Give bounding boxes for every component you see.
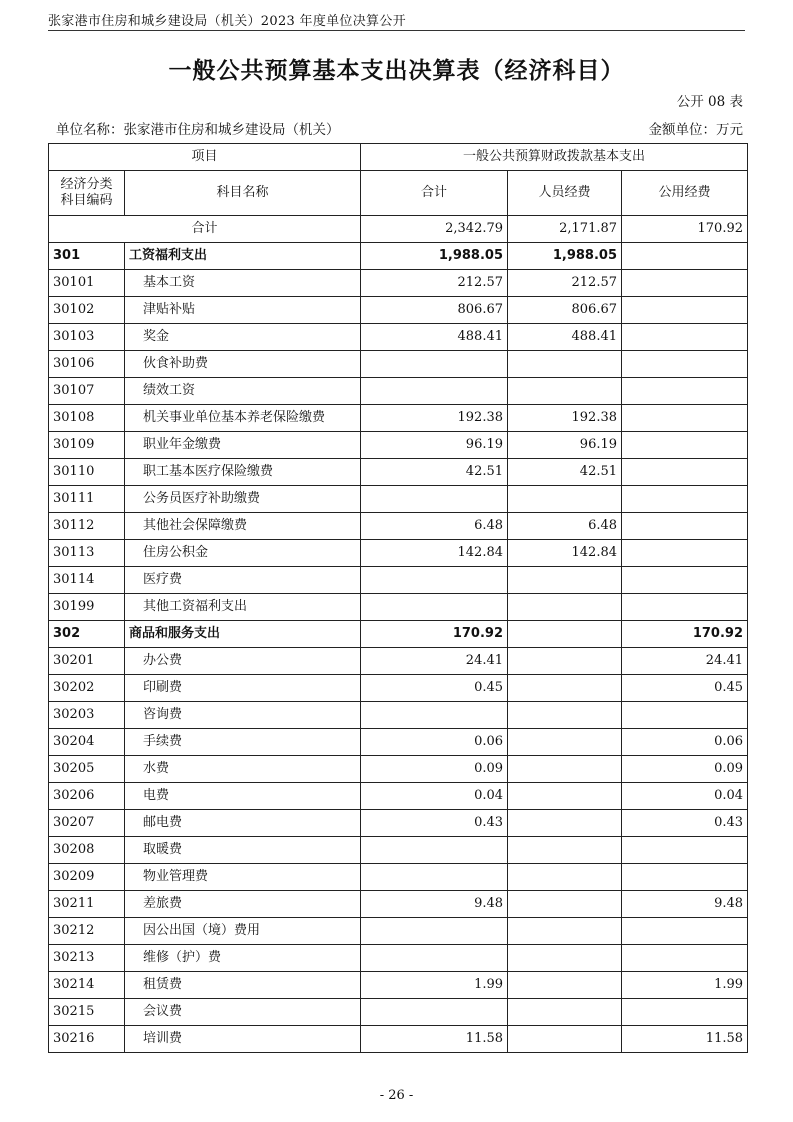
row-code: 30204: [49, 729, 125, 756]
row-personnel: [508, 351, 622, 378]
running-header: 张家港市住房和城乡建设局（机关）2023 年度单位决算公开: [48, 14, 406, 29]
row-public: 0.43: [622, 810, 748, 837]
row-total: 488.41: [361, 324, 508, 351]
row-code: 30102: [49, 297, 125, 324]
row-public: 0.06: [622, 729, 748, 756]
row-code: 30216: [49, 1026, 125, 1053]
table-row: [49, 837, 748, 864]
row-personnel: 212.57: [508, 270, 622, 297]
table-row: [49, 783, 748, 810]
row-public: [622, 702, 748, 729]
row-total: 96.19: [361, 432, 508, 459]
row-code: 30111: [49, 486, 125, 513]
row-name: 奖金: [125, 324, 361, 351]
col-name-header: 科目名称: [125, 171, 361, 216]
row-code: 30213: [49, 945, 125, 972]
row-code: 30214: [49, 972, 125, 999]
row-personnel: 1,988.05: [508, 243, 622, 270]
header-group: 一般公共预算财政拨款基本支出: [361, 144, 748, 171]
total-personnel: 2,171.87: [508, 216, 622, 243]
row-personnel: [508, 837, 622, 864]
row-name: 培训费: [125, 1026, 361, 1053]
row-name: 会议费: [125, 999, 361, 1026]
row-code: 30101: [49, 270, 125, 297]
table-row: [49, 432, 748, 459]
row-name: 职业年金缴费: [125, 432, 361, 459]
row-total: 0.43: [361, 810, 508, 837]
header-rule: [48, 30, 745, 31]
table-row: [49, 270, 748, 297]
row-name: 办公费: [125, 648, 361, 675]
meta-row: [56, 118, 743, 138]
table-row: [49, 891, 748, 918]
row-total: 806.67: [361, 297, 508, 324]
row-name: 绩效工资: [125, 378, 361, 405]
table-row: [49, 297, 748, 324]
row-total: [361, 567, 508, 594]
row-name: 机关事业单位基本养老保险缴费: [125, 405, 361, 432]
row-public: 1.99: [622, 972, 748, 999]
row-personnel: [508, 972, 622, 999]
row-public: 0.04: [622, 783, 748, 810]
row-total: [361, 351, 508, 378]
row-name: 基本工资: [125, 270, 361, 297]
table-row: [49, 648, 748, 675]
row-total: [361, 378, 508, 405]
row-code: 30205: [49, 756, 125, 783]
row-code: 30202: [49, 675, 125, 702]
row-public: [622, 594, 748, 621]
row-public: [622, 378, 748, 405]
table-row: [49, 675, 748, 702]
row-name: 维修（护）费: [125, 945, 361, 972]
table-row: [49, 459, 748, 486]
row-personnel: 488.41: [508, 324, 622, 351]
row-personnel: [508, 945, 622, 972]
row-public: 24.41: [622, 648, 748, 675]
row-name: 水费: [125, 756, 361, 783]
table-row: [49, 945, 748, 972]
table-group-row: [49, 621, 748, 648]
row-total: 0.09: [361, 756, 508, 783]
row-public: [622, 351, 748, 378]
row-name: 咨询费: [125, 702, 361, 729]
row-name: 电费: [125, 783, 361, 810]
col-personnel-header: 人员经费: [508, 171, 622, 216]
row-public: 11.58: [622, 1026, 748, 1053]
row-public: [622, 945, 748, 972]
row-name: 商品和服务支出: [125, 621, 361, 648]
row-personnel: 96.19: [508, 432, 622, 459]
row-personnel: [508, 378, 622, 405]
row-personnel: [508, 891, 622, 918]
table-row: [49, 486, 748, 513]
row-name: 物业管理费: [125, 864, 361, 891]
row-name: 公务员医疗补助缴费: [125, 486, 361, 513]
row-personnel: 42.51: [508, 459, 622, 486]
table-row: [49, 972, 748, 999]
row-public: 0.09: [622, 756, 748, 783]
row-public: [622, 459, 748, 486]
row-personnel: [508, 594, 622, 621]
col-code-header: 经济分类 科目编码: [49, 171, 125, 216]
row-personnel: [508, 648, 622, 675]
row-public: [622, 837, 748, 864]
table-row: [49, 540, 748, 567]
row-code: 30106: [49, 351, 125, 378]
row-personnel: [508, 729, 622, 756]
row-personnel: 806.67: [508, 297, 622, 324]
row-name: 伙食补助费: [125, 351, 361, 378]
col-public-header: 公用经费: [622, 171, 748, 216]
page-number: - 26 -: [379, 1088, 414, 1103]
row-name: 工资福利支出: [125, 243, 361, 270]
row-public: [622, 567, 748, 594]
table-row: [49, 567, 748, 594]
row-personnel: 6.48: [508, 513, 622, 540]
row-personnel: [508, 567, 622, 594]
row-total: 1.99: [361, 972, 508, 999]
total-row: [49, 216, 748, 243]
table-row: [49, 594, 748, 621]
row-public: [622, 297, 748, 324]
total-public: 170.92: [622, 216, 748, 243]
row-total: 0.04: [361, 783, 508, 810]
row-personnel: [508, 702, 622, 729]
row-name: 手续费: [125, 729, 361, 756]
row-total: 1,988.05: [361, 243, 508, 270]
table-group-row: [49, 243, 748, 270]
table-row: [49, 1026, 748, 1053]
table-row: [49, 810, 748, 837]
row-public: [622, 540, 748, 567]
row-code: 30209: [49, 864, 125, 891]
row-personnel: [508, 486, 622, 513]
table-row: [49, 999, 748, 1026]
row-total: 192.38: [361, 405, 508, 432]
row-public: 9.48: [622, 891, 748, 918]
table-row: [49, 702, 748, 729]
row-code: 30211: [49, 891, 125, 918]
row-code: 301: [49, 243, 125, 270]
budget-table: [48, 143, 748, 1053]
row-total: [361, 837, 508, 864]
row-personnel: 142.84: [508, 540, 622, 567]
row-personnel: [508, 756, 622, 783]
row-personnel: [508, 999, 622, 1026]
table-row: [49, 729, 748, 756]
row-personnel: [508, 810, 622, 837]
row-total: [361, 486, 508, 513]
row-personnel: [508, 621, 622, 648]
table-row: [49, 405, 748, 432]
row-name: 差旅费: [125, 891, 361, 918]
row-name: 印刷费: [125, 675, 361, 702]
row-name: 津贴补贴: [125, 297, 361, 324]
row-total: [361, 918, 508, 945]
row-code: 30113: [49, 540, 125, 567]
row-total: 6.48: [361, 513, 508, 540]
page-title: 一般公共预算基本支出决算表（经济科目）: [168, 58, 625, 84]
row-total: 11.58: [361, 1026, 508, 1053]
row-code: 302: [49, 621, 125, 648]
row-code: 30110: [49, 459, 125, 486]
amount-unit: 金额单位：万元: [648, 122, 743, 138]
row-code: 30199: [49, 594, 125, 621]
row-total: [361, 594, 508, 621]
row-name: 其他工资福利支出: [125, 594, 361, 621]
row-code: 30114: [49, 567, 125, 594]
row-code: 30109: [49, 432, 125, 459]
row-personnel: [508, 918, 622, 945]
row-total: [361, 999, 508, 1026]
row-name: 邮电费: [125, 810, 361, 837]
row-code: 30103: [49, 324, 125, 351]
row-total: 170.92: [361, 621, 508, 648]
row-public: [622, 270, 748, 297]
table-row: [49, 351, 748, 378]
row-code: 30215: [49, 999, 125, 1026]
form-number: 公开 08 表: [676, 94, 743, 110]
row-name: 租赁费: [125, 972, 361, 999]
row-public: [622, 864, 748, 891]
total-label: 合计: [49, 216, 361, 243]
row-code: 30112: [49, 513, 125, 540]
row-code: 30208: [49, 837, 125, 864]
row-public: [622, 999, 748, 1026]
col-total-header: 合计: [361, 171, 508, 216]
row-code: 30201: [49, 648, 125, 675]
row-total: 9.48: [361, 891, 508, 918]
row-total: 142.84: [361, 540, 508, 567]
row-public: 170.92: [622, 621, 748, 648]
row-total: 24.41: [361, 648, 508, 675]
row-total: 42.51: [361, 459, 508, 486]
row-code: 30108: [49, 405, 125, 432]
row-total: 0.06: [361, 729, 508, 756]
row-name: 其他社会保障缴费: [125, 513, 361, 540]
row-public: [622, 324, 748, 351]
row-personnel: [508, 783, 622, 810]
table-row: [49, 918, 748, 945]
row-code: 30207: [49, 810, 125, 837]
table-row: [49, 864, 748, 891]
row-total: 212.57: [361, 270, 508, 297]
row-total: [361, 864, 508, 891]
header-item: 项目: [49, 144, 361, 171]
row-name: 住房公积金: [125, 540, 361, 567]
row-code: 30107: [49, 378, 125, 405]
row-name: 取暖费: [125, 837, 361, 864]
unit-name: 单位名称：张家港市住房和城乡建设局（机关）: [56, 122, 340, 138]
row-public: [622, 513, 748, 540]
row-public: [622, 405, 748, 432]
table-row: [49, 378, 748, 405]
row-personnel: [508, 1026, 622, 1053]
row-public: [622, 918, 748, 945]
row-public: 0.45: [622, 675, 748, 702]
total-amount: 2,342.79: [361, 216, 508, 243]
row-name: 医疗费: [125, 567, 361, 594]
table-row: [49, 756, 748, 783]
table-row: [49, 324, 748, 351]
row-personnel: [508, 864, 622, 891]
row-code: 30212: [49, 918, 125, 945]
row-name: 职工基本医疗保险缴费: [125, 459, 361, 486]
row-code: 30203: [49, 702, 125, 729]
row-public: [622, 432, 748, 459]
table-row: [49, 513, 748, 540]
row-total: [361, 702, 508, 729]
row-total: [361, 945, 508, 972]
row-public: [622, 486, 748, 513]
row-personnel: 192.38: [508, 405, 622, 432]
row-code: 30206: [49, 783, 125, 810]
row-name: 因公出国（境）费用: [125, 918, 361, 945]
row-public: [622, 243, 748, 270]
row-total: 0.45: [361, 675, 508, 702]
row-personnel: [508, 675, 622, 702]
